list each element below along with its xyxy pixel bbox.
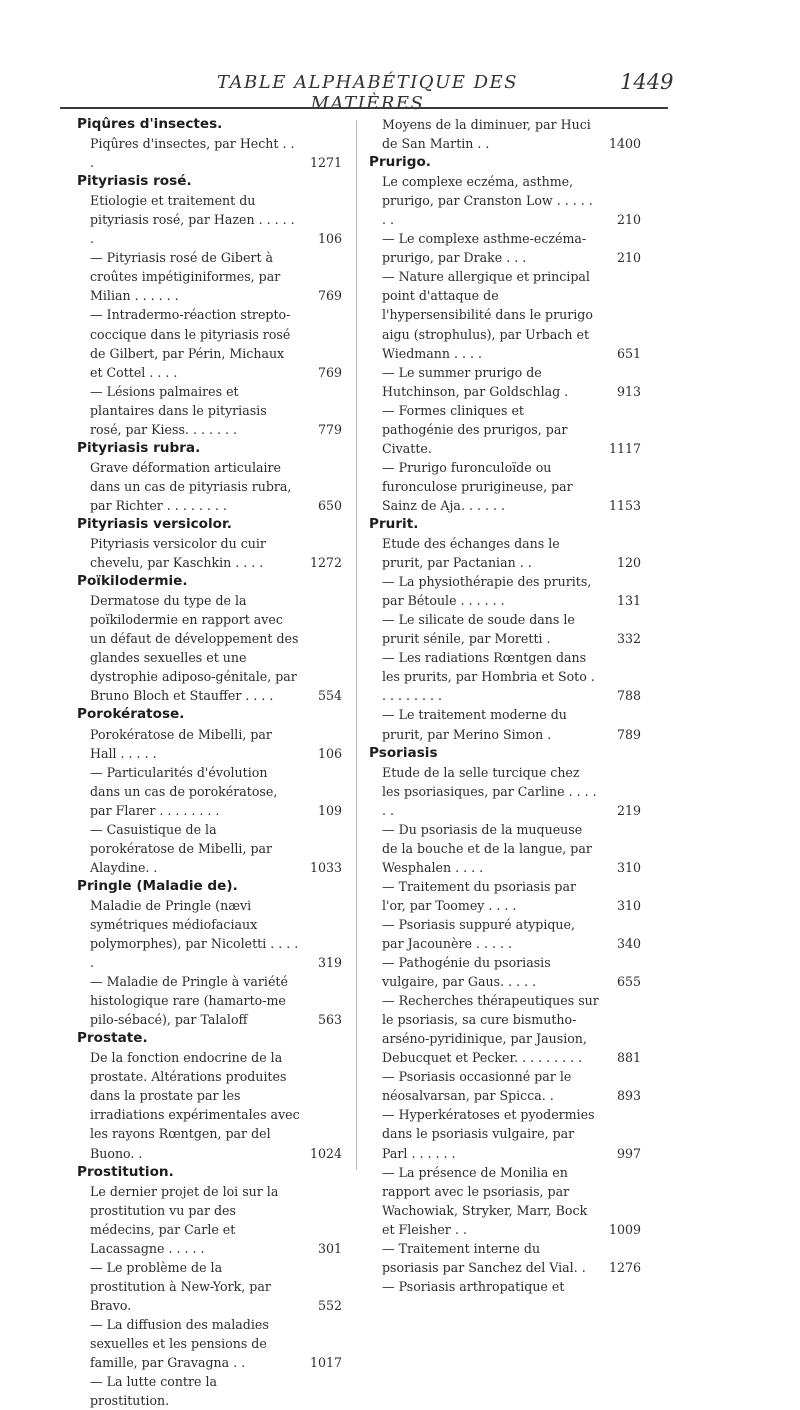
entry-line	[369, 877, 641, 915]
entry-line	[369, 115, 641, 153]
entry-heading: Pityriasis rosé.	[77, 173, 192, 190]
entry-page-number: 106	[317, 231, 342, 247]
entry-page-number: 789	[616, 726, 641, 742]
entry-text: — Pathogénie du psoriasis vulgaire, par Gaus. . . . .	[382, 955, 551, 990]
entry-page-number: 650	[317, 497, 342, 513]
entry-page-number: 109	[317, 802, 342, 818]
entry-line	[369, 763, 641, 820]
entry-text: Etude de la selle turcique chez les psoriasiques, par Carline . . . . . .	[382, 764, 597, 818]
entry-page-number: 319	[317, 955, 342, 971]
entry-text: — Casuistique de la porokératose de Mibelli, par Alaydine. .	[90, 821, 273, 875]
entry-text: — Le traitement moderne du prurit, par Merino Simon .	[382, 707, 567, 742]
entry-line	[369, 820, 641, 877]
entry-line	[77, 972, 342, 1029]
entry-line	[369, 1067, 641, 1105]
entry-heading: Pityriasis versicolor.	[77, 515, 232, 532]
entry-line	[369, 705, 641, 743]
entry-heading: Pringle (Maladie de).	[77, 877, 238, 894]
entry-heading: Prostate.	[77, 1030, 148, 1047]
entry-line	[77, 1182, 342, 1258]
entry-page-number: 655	[616, 974, 641, 990]
entry-text: — La présence de Monilia en rapport avec le psoriasis, par Wachowiak, Stryker, Marr, Bock et Fleisher . .	[382, 1164, 588, 1237]
entry-line	[369, 1239, 641, 1277]
entry-heading: Poïkilodermie.	[77, 573, 188, 590]
entry-line	[77, 896, 342, 972]
entry-line	[369, 1105, 641, 1162]
index-entry	[77, 1163, 342, 1410]
entry-text: Maladie de Pringle (nævi symétriques médiofaciaux polymorphes), par Nicoletti . . . . .	[90, 897, 299, 971]
entry-line	[77, 382, 342, 439]
entry-text: — Traitement du psoriasis par l'or, par Toomey . . . .	[382, 878, 577, 913]
entry-line	[369, 401, 641, 458]
entry-text: — Intradermo-réaction strepto-coccique dans le pityriasis rosé de Gilbert, par Périn, Michaux et Cottel . . . .	[90, 307, 291, 380]
index-entry	[77, 172, 342, 439]
entry-heading: Piqûres d'insectes.	[77, 116, 223, 132]
index-entry	[77, 877, 342, 1029]
entry-text: — Pityriasis rosé de Gibert à croûtes impétiginiformes, par Milian . . . . . .	[90, 250, 281, 304]
index-entry	[369, 744, 641, 1296]
entry-text: — Les radiations Rœntgen dans les prurits, par Hombria et Soto . . . . . . . . .	[382, 650, 595, 704]
entry-line	[369, 1277, 641, 1296]
entry-page-number: 340	[616, 936, 641, 952]
entry-page-number: 120	[616, 555, 641, 571]
entry-page-number: 1017	[309, 1355, 342, 1371]
entry-line	[369, 229, 641, 267]
entry-heading: Prurit.	[369, 515, 419, 532]
entry-line	[369, 458, 641, 515]
entry-text: — Psoriasis occasionné par le néosalvarsan, par Spicca. .	[382, 1069, 572, 1104]
index-entry	[77, 115, 342, 172]
entry-text: — Psoriasis arthropatique et	[382, 1278, 565, 1294]
entry-page-number: 554	[317, 688, 342, 704]
entry-page-number: 563	[317, 1012, 342, 1028]
entry-text: — Particularités d'évolution dans un cas de porokératose, par Flarer . . . . . . . .	[90, 764, 278, 818]
index-entry	[369, 515, 641, 744]
index-entry	[369, 115, 641, 153]
running-title: TABLE ALPHABÉTIQUE DES MATIÈRES	[217, 72, 518, 114]
entry-line	[369, 534, 641, 572]
index-entry	[77, 705, 342, 876]
entry-text: — Hyperkératoses et pyodermies dans le psoriasis vulgaire, par Parl . . . . . .	[382, 1107, 595, 1161]
entry-page-number: 1033	[309, 859, 342, 875]
entry-text: — Recherches thérapeutiques sur le psoriasis, sa cure bismutho-arséno-pyridinique, par Jausion, Debucquet et Pecker. . . . . . . . .	[382, 993, 599, 1066]
entry-text: — La physiothérapie des prurits, par Bétoule . . . . . .	[382, 574, 592, 609]
entry-page-number: 997	[616, 1145, 641, 1161]
entry-text: — Maladie de Pringle à variété histologique rare (hamarto-me pilo-sébacé), par Talaloff	[90, 974, 288, 1028]
entry-line	[77, 191, 342, 248]
entry-page-number: 332	[616, 631, 641, 647]
entry-page-number: 310	[616, 897, 641, 913]
entry-text: Dermatose du type de la poïkilodermie en rapport avec un défaut de développement des glandes sexuelles et une dystrophie adiposo-génitale, par Bruno Bloch et Stauffer . . . .	[90, 593, 299, 704]
entry-line	[77, 591, 342, 705]
entry-text: — Psoriasis suppuré atypique, par Jacounère . . . . .	[382, 916, 575, 952]
entry-text: — Le complexe asthme-eczéma-prurigo, par Drake . . .	[382, 231, 587, 266]
entry-heading: Pityriasis rubra.	[77, 439, 201, 456]
entry-line	[77, 820, 342, 877]
entry-text: — Du psoriasis de la muqueuse de la bouche et de la langue, par Wesphalen . . . .	[382, 821, 592, 875]
entry-heading: Porokératose.	[77, 706, 185, 723]
entry-line	[77, 1315, 342, 1372]
entry-line	[369, 1163, 641, 1239]
entry-line	[369, 991, 641, 1067]
header-rule	[60, 107, 668, 109]
entry-page-number: 1271	[309, 155, 342, 171]
entry-line	[77, 763, 342, 820]
entry-page-number: 1009	[608, 1221, 641, 1237]
entry-page-number: 893	[616, 1088, 641, 1104]
entry-page-number: 1400	[608, 136, 641, 152]
entry-text: Etiologie et traitement du pityriasis rosé, par Hazen . . . . . .	[90, 193, 295, 247]
index-entry	[369, 153, 641, 515]
entry-heading: Prostitution.	[77, 1163, 174, 1180]
entry-page-number: 552	[317, 1297, 342, 1313]
entry-text: — Formes cliniques et pathogénie des prurigos, par Civatte.	[382, 402, 568, 456]
entry-text: — La diffusion des maladies sexuelles et les pensions de famille, par Gravagna . .	[90, 1316, 269, 1371]
entry-page-number: 106	[317, 745, 342, 761]
entry-line	[369, 363, 641, 401]
entry-text: — La lutte contre la prostitution.	[90, 1374, 218, 1409]
index-entry	[77, 515, 342, 572]
entry-text: Moyens de la diminuer, par Huci de San Martin . .	[382, 117, 591, 152]
entry-text: — Lésions palmaires et plantaires dans le pityriasis rosé, par Kiess. . . . . . .	[90, 383, 267, 437]
entry-line	[369, 915, 641, 953]
entry-line	[369, 648, 641, 705]
entry-page-number: 788	[616, 688, 641, 704]
entry-page-number: 210	[616, 250, 641, 266]
entry-line	[369, 610, 641, 648]
index-entry	[77, 439, 342, 515]
entry-page-number: 1272	[309, 555, 342, 571]
page-number: 1449	[620, 70, 674, 94]
entry-page-number: 1276	[608, 1259, 641, 1275]
entry-text: — Prurigo furonculoïde ou furonculose prurigineuse, par Sainz de Aja. . . . . .	[382, 459, 573, 513]
entry-text: Piqûres d'insectes, par Hecht . . .	[90, 136, 295, 171]
entry-page-number: 301	[317, 1240, 342, 1256]
entry-line	[77, 458, 342, 515]
entry-heading: Psoriasis	[369, 744, 438, 761]
left-column	[77, 115, 342, 1410]
entry-page-number: 219	[616, 802, 641, 818]
entry-page-number: 131	[616, 593, 641, 609]
entry-page-number: 1153	[608, 497, 641, 513]
index-entry	[77, 1029, 342, 1162]
entry-text: — Traitement interne du psoriasis par Sanchez del Vial. .	[382, 1240, 586, 1275]
entry-text: Pityriasis versicolor du cuir chevelu, par Kaschkin . . . .	[90, 536, 266, 571]
entry-line	[369, 172, 641, 229]
entry-page-number: 1117	[608, 440, 641, 456]
entry-line	[369, 572, 641, 610]
entry-page-number: 881	[616, 1050, 641, 1066]
entry-page-number: 310	[616, 859, 641, 875]
entry-text: Le dernier projet de loi sur la prostitution vu par des médecins, par Carle et Lacassagne . . . . .	[90, 1183, 279, 1256]
entry-text: Porokératose de Mibelli, par Hall . . . . .	[90, 726, 272, 761]
entry-text: — Le silicate de soude dans le prurit sénile, par Moretti .	[382, 612, 575, 647]
entry-page-number: 779	[317, 421, 342, 437]
entry-text: — Le summer prurigo de Hutchinson, par Goldschlag .	[382, 364, 569, 399]
column-divider	[356, 120, 357, 1170]
entry-page-number: 210	[616, 212, 641, 228]
entry-line	[77, 534, 342, 572]
entry-page-number: 913	[616, 383, 641, 399]
entry-text: — Le problème de la prostitution à New-York, par Bravo.	[90, 1259, 271, 1313]
entry-text: Etude des échanges dans le prurit, par Pactanian . .	[382, 536, 560, 571]
entry-line	[77, 134, 342, 172]
entry-text: — Nature allergique et principal point d'attaque de l'hypersensibilité dans le prurigo aigu (strophulus), par Urbach et Wiedmann . . . .	[382, 269, 593, 361]
entry-page-number: 769	[317, 364, 342, 380]
entry-line	[77, 305, 342, 381]
running-header	[0, 70, 800, 114]
right-column	[369, 115, 641, 1296]
entry-text: De la fonction endocrine de la prostate. Altérations produites dans la prostate par les irradiations expérimentales avec les rayons Rœntgen, par del Buono. .	[90, 1050, 300, 1161]
entry-line	[369, 953, 641, 991]
entry-line	[77, 1372, 342, 1410]
entry-page-number: 651	[616, 345, 641, 361]
index-entry	[77, 572, 342, 705]
entry-page-number: 1024	[309, 1145, 342, 1161]
entry-line	[77, 1258, 342, 1315]
entry-line	[77, 248, 342, 305]
entry-line	[77, 725, 342, 763]
entry-text: Le complexe eczéma, asthme, prurigo, par Cranston Low . . . . . . .	[382, 174, 593, 228]
entry-line	[77, 1048, 342, 1162]
entry-line	[369, 267, 641, 362]
entry-page-number: 769	[317, 288, 342, 304]
entry-heading: Prurigo.	[369, 154, 431, 171]
entry-text: Grave déformation articulaire dans un cas de pityriasis rubra, par Richter . . . . . . . .	[90, 459, 292, 513]
